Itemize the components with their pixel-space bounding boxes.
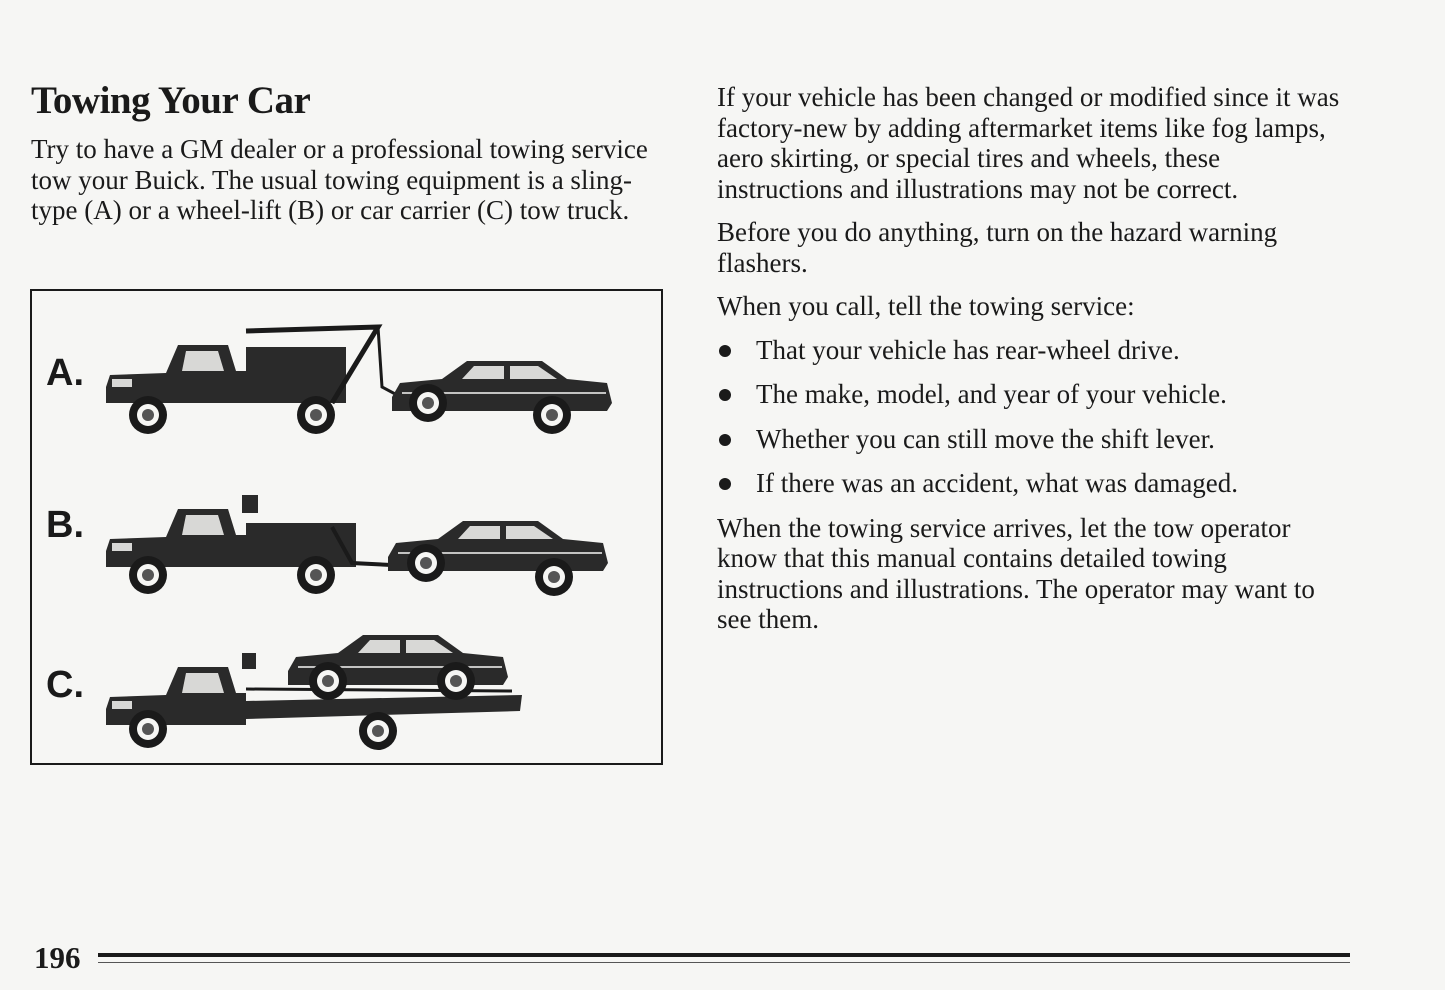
call-paragraph: When you call, tell the towing service: [717,291,1135,321]
wheel-lift-tow-truck-icon [106,495,608,596]
figure-label-c: C. [46,664,84,706]
arrival-paragraph: When the towing service arrives, let the tow operator know that this manual contains detailed towing instructions and illustrations. The operator may want to see them. [717,512,1315,634]
figure-label-a: A. [46,352,84,394]
bullet-icon [719,434,731,446]
list-item: The make, model, and year of your vehicle. [717,379,1347,410]
list-item: If there was an accident, what was damaged. [717,468,1347,499]
figure-label-b: B. [46,504,84,546]
footer-rule [98,953,1350,957]
right-column [717,82,1347,648]
towing-info-list [717,335,1347,499]
towing-equipment-figure [30,289,663,765]
list-item: That your vehicle has rear-wheel drive. [717,335,1347,366]
car-carrier-tow-truck-icon [106,635,522,750]
footer-rule-thin [98,962,1350,963]
list-item: Whether you can still move the shift lever. [717,424,1347,455]
intro-paragraph: Try to have a GM dealer or a professional towing service tow your Buick. The usual towing equipment is a sling-type (A) or a wheel-lift (B) or car carrier (C) tow truck. [31,134,648,225]
sling-type-tow-truck-icon [106,327,612,434]
page-number: 196 [34,940,81,975]
bullet-icon [719,478,731,490]
bullet-icon [719,389,731,401]
tow-truck-illustrations [32,291,661,763]
page-title: Towing Your Car [31,79,311,122]
hazard-paragraph: Before you do anything, turn on the hazard warning flashers. [717,217,1278,278]
bullet-icon [719,345,731,357]
modification-paragraph: If your vehicle has been changed or modified since it was factory-new by adding aftermarket items like fog lamps, aero skirting, or special tires and wheels, these instructions and illustrations may not be correct. [717,82,1340,204]
